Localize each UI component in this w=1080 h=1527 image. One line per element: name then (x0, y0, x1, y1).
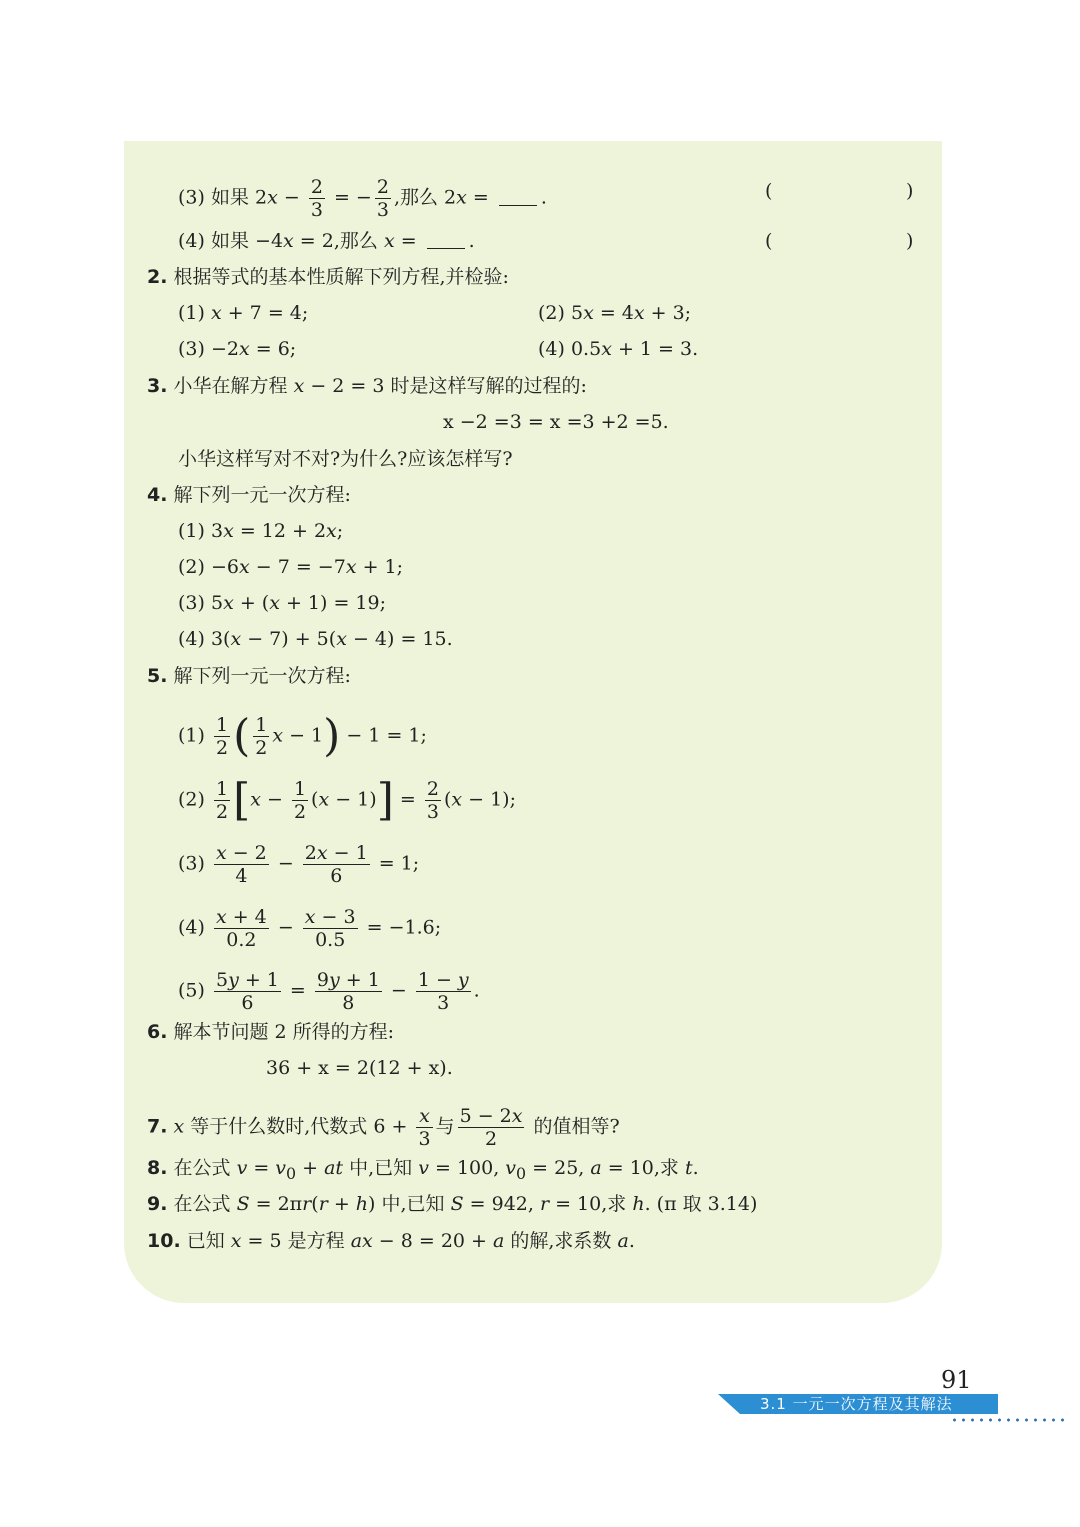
q5-item-1: (1) $\frac{1}{2}$ ( $\frac{1}{2}$ x − 1) − 1 = 1; (178, 710, 427, 762)
answer-paren-open: ( (765, 180, 773, 202)
q8-heading: 8. 在公式 $v = v_0$ + at 中,已知 v = 100, $v_0 = 25$, a = 10,求 t. (147, 1157, 699, 1183)
q3-work: x −2 =3 = x =3 +2 =5. (443, 411, 669, 433)
answer-blank[interactable] (499, 205, 537, 206)
q4-item-2: (2) −6x − 7 = −7x + 1; (178, 556, 404, 578)
q4-item-4: (4) 3(x − 7) + 5(x − 4) = 15. (178, 628, 453, 650)
section-title: 3.1 一元一次方程及其解法 (760, 1395, 953, 1413)
answer-paren-close: ) (906, 180, 914, 202)
q7-heading: 7. x 等于什么数时,代数式 6 + $\frac{x}{3}$ 与 $\frac{5 - 2x}{2}$ 的值相等? (147, 1105, 620, 1150)
answer-paren-close: ) (906, 230, 914, 252)
q2-item-1: (1) x + 7 = 4; (178, 302, 309, 324)
dotted-rule (950, 1418, 1070, 1422)
q5-item-4: (4) $\frac{x + 4}{0.2}$ − $\frac{x - 3}{0.5}$ = −1.6; (178, 906, 442, 951)
q4-item-1: (1) 3x = 12 + 2x; (178, 520, 344, 542)
q1-item-4: (4) 如果 −4x = 2,那么 x = . (178, 230, 475, 252)
q2-item-4: (4) 0.5x + 1 = 3. (538, 338, 699, 360)
q10-heading: 10. 已知 x = 5 是方程 ax − 8 = 20 + a 的解,求系数 a. (147, 1230, 635, 1252)
q5-heading: 5. 解下列一元一次方程: (147, 665, 351, 687)
q4-heading: 4. 解下列一元一次方程: (147, 484, 351, 506)
q1-item-3: (3) 如果 2x − $\frac{2}{3}$ = − $\frac{2}{3}$ ,那么 2x = . (178, 176, 547, 221)
q6-equation: 36 + x = 2(12 + x). (266, 1057, 453, 1079)
q5-item-5: (5) $\frac{5y + 1}{6}$ = $\frac{9y + 1}{8}$ − $\frac{1 - y}{3}$ . (178, 969, 480, 1014)
answer-paren-open: ( (765, 230, 773, 252)
q2-item-3: (3) −2x = 6; (178, 338, 297, 360)
q5-item-2: (2) $\frac{1}{2}$ [x − $\frac{1}{2}$ (x − 1)] = $\frac{2}{3}$ (x − 1); (178, 774, 516, 826)
q9-heading: 9. 在公式 S = 2πr(r + h) 中,已知 S = 942, r = 10,求 h. (π 取 3.14) (147, 1193, 758, 1215)
q2-item-2: (2) 5x = 4x + 3; (538, 302, 692, 324)
q3-heading: 3. 小华在解方程 x − 2 = 3 时是这样写解的过程的: (147, 375, 587, 397)
q3-followup: 小华这样写对不对?为什么?应该怎样写? (178, 448, 513, 470)
q2-heading: 2. 根据等式的基本性质解下列方程,并检验: (147, 266, 509, 288)
q6-heading: 6. 解本节问题 2 所得的方程: (147, 1021, 395, 1043)
q5-item-3: (3) $\frac{x - 2}{4}$ − $\frac{2x - 1}{6}$ = 1; (178, 842, 420, 887)
answer-blank[interactable] (427, 248, 465, 249)
page-number: 91 (941, 1366, 972, 1394)
q4-item-3: (3) 5x + (x + 1) = 19; (178, 592, 386, 614)
